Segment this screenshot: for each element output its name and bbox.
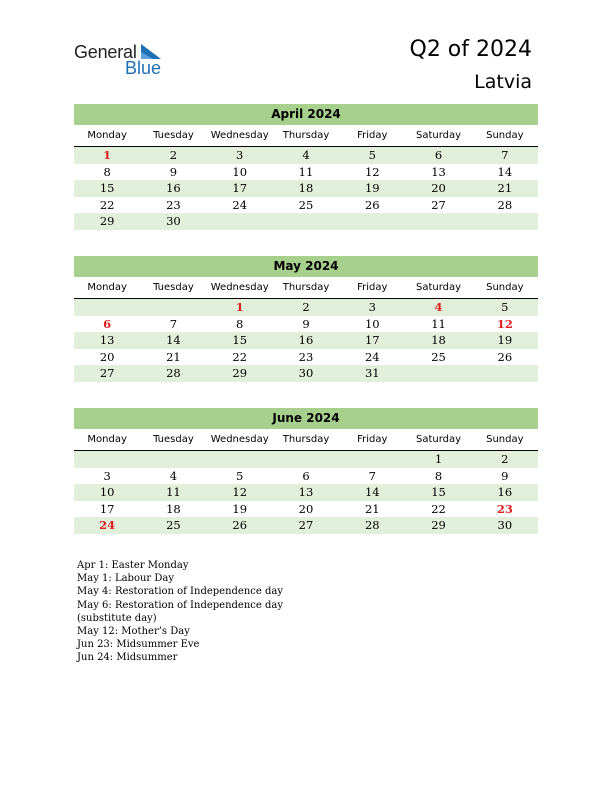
weekday-label: Monday [87,282,127,293]
week-row [74,197,538,214]
day-cell: 19 [232,501,248,516]
day-cell: 28 [166,366,181,380]
weekday-header-row [74,126,538,147]
day-cell: 14 [166,333,181,347]
day-cell: 30 [298,366,314,380]
week-row [74,349,538,366]
day-cell: 27 [298,518,314,532]
holiday-note: Jun 24: Midsummer [77,652,178,664]
day-cell: 2 [302,300,310,314]
empty-day-cell [273,213,339,230]
holiday-note: Apr 1: Easter Monday [77,560,189,571]
day-cell: 8 [434,468,443,483]
holiday-notes [77,559,337,665]
empty-day-cell [472,213,538,230]
month-calendar [74,256,538,382]
day-cell: 21 [364,501,380,516]
day-cell: 10 [99,485,115,499]
day-cell: 29 [99,214,115,228]
weekday-label: Monday [87,434,127,445]
empty-day-cell [405,365,471,382]
day-cell: 4 [434,300,443,314]
day-cell: 15 [431,485,446,499]
day-cell: 24 [99,518,116,532]
weekday-label: Friday [357,282,388,293]
day-cell: 27 [431,197,446,212]
day-cell: 15 [99,181,115,195]
day-cell: 6 [434,148,443,162]
day-cell: 23 [298,349,314,364]
empty-day-cell [207,451,273,468]
day-cell: 31 [364,366,380,380]
day-cell: 12 [496,316,513,331]
week-row [74,484,538,501]
day-cell: 22 [431,501,446,516]
week-row [74,147,538,164]
day-cell: 20 [99,349,115,364]
holiday-note: May 1: Labour Day [77,573,174,585]
day-cell: 28 [364,518,380,532]
holiday-note: May 4: Restoration of Independence day [77,586,283,598]
generalblue-logo [74,42,174,78]
week-row [74,164,538,181]
week-row [74,468,538,485]
month-calendar [74,408,538,534]
weekday-label: Tuesday [153,130,194,141]
day-cell: 11 [431,316,446,331]
weekday-header-row [74,278,538,299]
day-cell: 9 [302,316,310,331]
day-cell: 13 [99,333,115,347]
day-cell: 27 [99,366,115,380]
week-row [74,501,538,518]
weekday-label: Wednesday [210,130,269,141]
weekday-header-row [74,430,538,451]
day-cell: 18 [298,181,314,195]
day-cell: 13 [298,485,314,499]
holiday-note: Jun 23: Midsummer Eve [77,639,200,651]
empty-day-cell [273,451,339,468]
day-cell: 19 [497,333,513,347]
day-cell: 17 [232,181,248,195]
day-cell: 16 [166,181,181,195]
month-calendar [74,104,538,230]
weekday-label: Thursday [282,434,330,445]
day-cell: 3 [236,148,244,162]
weekday-label: Tuesday [153,434,194,445]
weekday-label: Friday [357,434,388,445]
day-cell: 26 [232,518,248,532]
day-cell: 21 [166,349,181,364]
logo-word-blue: Blue [125,58,162,78]
weekday-label: Sunday [486,434,524,445]
month-title: June 2024 [74,408,538,429]
week-row [74,213,538,230]
day-cell: 5 [501,300,509,314]
day-cell: 12 [364,164,380,179]
day-cell: 25 [431,349,446,364]
day-cell: 7 [368,468,376,483]
page-title: Q2 of 2024 [409,37,532,62]
empty-day-cell [339,213,405,230]
day-cell: 14 [497,164,513,179]
day-cell: 13 [431,164,446,179]
week-row [74,316,538,333]
holiday-note: May 12: Mother’s Day [77,626,190,638]
weekday-label: Monday [87,130,127,141]
weekday-label: Wednesday [210,434,269,445]
day-cell: 29 [431,518,446,532]
day-cell: 14 [364,485,380,499]
empty-day-cell [405,213,471,230]
weekday-label: Thursday [282,130,330,141]
day-cell: 7 [169,316,178,331]
week-row [74,180,538,197]
weekday-label: Sunday [486,282,524,293]
day-cell: 1 [235,300,244,314]
day-cell: 22 [232,349,248,364]
day-cell: 4 [169,468,178,483]
day-cell: 30 [166,214,181,228]
day-cell: 9 [501,468,509,483]
empty-day-cell [74,451,140,468]
day-cell: 7 [501,148,509,162]
day-cell: 2 [169,148,178,162]
day-cell: 24 [232,197,248,212]
day-cell: 17 [99,501,115,516]
day-cell: 1 [103,148,112,162]
day-cell: 9 [169,164,178,179]
weekday-label: Thursday [282,282,330,293]
empty-day-cell [207,213,273,230]
weekday-label: Wednesday [210,282,269,293]
day-cell: 5 [236,468,244,483]
day-cell: 26 [497,349,513,364]
day-cell: 10 [364,316,380,331]
day-cell: 18 [431,333,446,347]
day-cell: 12 [232,485,248,499]
day-cell: 16 [497,485,513,499]
week-row [74,517,538,534]
day-cell: 28 [497,197,513,212]
day-cell: 4 [302,148,310,162]
day-cell: 10 [232,164,248,179]
country-label: Latvia [474,71,532,93]
day-cell: 17 [364,333,380,347]
day-cell: 21 [497,181,513,195]
day-cell: 8 [236,316,244,331]
month-title: May 2024 [74,256,538,277]
day-cell: 3 [103,468,111,483]
day-cell: 11 [166,485,181,499]
weekday-label: Tuesday [153,282,194,293]
week-row [74,365,538,382]
weekday-label: Saturday [416,434,462,445]
day-cell: 6 [103,316,112,331]
day-cell: 23 [496,501,513,516]
day-cell: 6 [302,468,310,483]
day-cell: 20 [298,501,314,516]
day-cell: 23 [166,197,181,212]
day-cell: 25 [298,197,314,212]
week-row [74,299,538,316]
day-cell: 15 [232,333,248,347]
day-cell: 24 [364,349,380,364]
day-cell: 18 [166,501,181,516]
weekday-label: Friday [357,130,388,141]
empty-day-cell [74,299,140,316]
empty-day-cell [339,451,405,468]
day-cell: 11 [298,164,314,179]
day-cell: 5 [368,148,376,162]
empty-day-cell [140,299,206,316]
logo-word-general: General [74,42,137,62]
day-cell: 30 [497,518,513,532]
day-cell: 29 [232,366,248,380]
weekday-label: Saturday [416,130,462,141]
empty-day-cell [140,451,206,468]
day-cell: 22 [99,197,115,212]
empty-day-cell [472,365,538,382]
month-title: April 2024 [74,104,538,125]
day-cell: 3 [368,300,376,314]
weekday-label: Saturday [416,282,462,293]
holiday-note: May 6: Restoration of Independence day (substitute day) [77,599,283,624]
day-cell: 26 [364,197,380,212]
day-cell: 25 [166,518,181,532]
day-cell: 20 [431,181,446,195]
week-row [74,332,538,349]
day-cell: 16 [298,333,314,347]
day-cell: 1 [434,452,443,466]
day-cell: 8 [103,164,111,179]
weekday-label: Sunday [486,130,524,141]
day-cell: 19 [364,181,380,195]
day-cell: 2 [501,452,509,466]
week-row [74,451,538,468]
